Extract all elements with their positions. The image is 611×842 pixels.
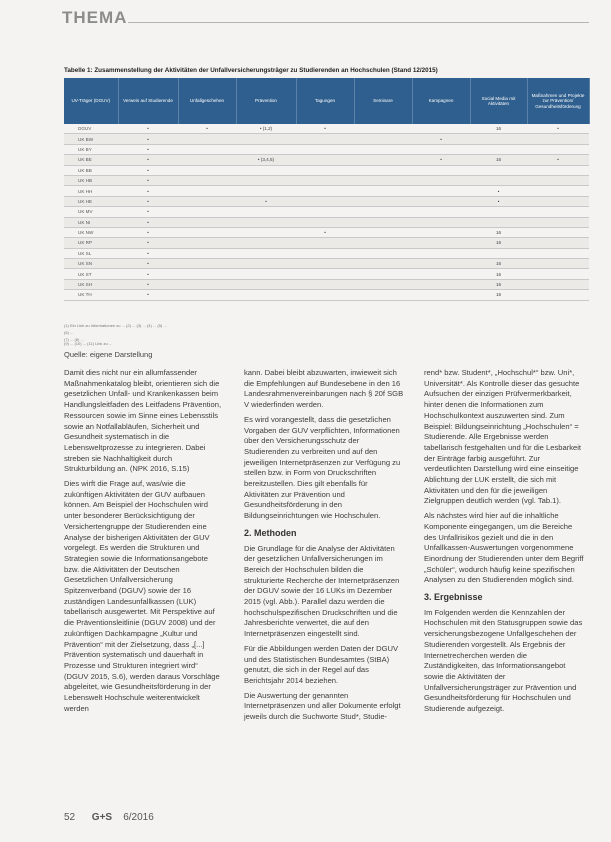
col-header: Maßnahmen und Projekte zur Prävention/ Gesundheitsförderung	[527, 78, 589, 124]
table-cell	[178, 207, 236, 217]
table-cell	[178, 196, 236, 206]
table-cell	[296, 165, 354, 175]
table-footnotes-2	[64, 340, 586, 347]
table-cell	[296, 175, 354, 185]
table-cell: •	[118, 124, 178, 134]
table-cell: •	[118, 238, 178, 248]
paragraph: Die Grundlage für die Analyse der Aktivitäten der gesetzlichen Unfallversicherungen im Bereich der Hochschulen bilden die strukturierte Recherche der Internetpräsenzen der DGUV sowie der 16 LUKs im Dezember 2015 (vgl. Abb.). Parallel dazu werden die hochschulspezifischen Druckschriften und die Jahresberichte verwertet, die auf den Internetpräsenzen eingestellt sind.	[244, 543, 400, 639]
col-header: Tagungen	[296, 78, 354, 124]
table-row	[64, 144, 589, 154]
table-cell: 16	[470, 238, 527, 248]
page-number: 52	[64, 812, 76, 823]
table-cell: •	[296, 227, 354, 237]
section-heading-results: 3. Ergebnisse	[424, 592, 483, 603]
table-cell	[178, 175, 236, 185]
table-cell	[296, 134, 354, 144]
magazine-name: G+S	[91, 812, 113, 823]
table-cell	[470, 217, 527, 227]
table-cell: •	[118, 165, 178, 175]
paragraph: kann. Dabei bleibt abzuwarten, inwieweit sich die Empfehlungen auf Bundesebene in den 16 Landesrahmenvereinbarungen nach § 20f SGB V wiederfinden werden.	[244, 368, 404, 410]
table-cell	[470, 207, 527, 217]
table-row	[64, 175, 589, 185]
table-cell	[236, 186, 296, 196]
paragraph: Dies wirft die Frage auf, was/wie die zukünftigen Aktivitäten der GUV aufbauen können. Am Beispiel der Hochschulen wird unter besonderer Berücksichtigung der Versichertengruppe der Studierenden eine Analyse der bisherigen Aktivitäten der GUV vorgelegt. Es werden die Strukturen und Strategien sowie die Informationsangebote bzw. die Aktivitäten der Deutschen Gesetzlichen Unfallversicherung Spitzenverband (DGUV) sowie der 16 zuständigen Landesunfallkassen (LUK) tabellarisch ausgewertet. Mit Perspektive auf die Präventionsleitlinie (DGUV 2008) und der zukünftigen Dachkampagne „Kultur und Prävention“ mit der Zielsetzung, dass „[...] Prävention systematisch und dauerhaft in Prozesse und Strukturen integriert wird“ (DGUV 2015, S.6), werden daraus Vorschläge abgeleitet, wie Gesundheitsförderung in der Lebenswelt Hochschule weiterentwickelt werden	[64, 479, 220, 713]
table-cell-carrier: DGUV	[64, 124, 118, 134]
table-cell	[527, 144, 589, 154]
table-cell-carrier: UK SH	[64, 279, 118, 289]
paragraph: Die Auswertung der genannten Internetpräsenzen und aller Dokumente erfolgt jeweils durch die Suchworte Stud*, Studie-	[244, 690, 401, 722]
table-cell-carrier: UK SL	[64, 248, 118, 258]
table-cell	[412, 217, 470, 227]
table-cell: •	[470, 196, 527, 206]
issue-number: 6/2016	[123, 812, 154, 823]
table-cell	[296, 186, 354, 196]
table-cell	[354, 279, 412, 289]
table-cell: •	[118, 196, 178, 206]
table-cell	[296, 259, 354, 269]
table-cell: •	[118, 134, 178, 144]
table-cell-carrier: UK HB	[64, 175, 118, 185]
table-cell	[354, 175, 412, 185]
table-cell	[236, 207, 296, 217]
table-cell	[178, 155, 236, 165]
table-cell	[527, 196, 589, 206]
table-cell	[236, 238, 296, 248]
table-cell	[178, 217, 236, 227]
table-cell	[178, 238, 236, 248]
table-cell	[236, 259, 296, 269]
table-row	[64, 186, 589, 196]
table-cell	[354, 186, 412, 196]
table-cell	[412, 248, 470, 258]
table-header-row	[64, 78, 589, 124]
table-cell	[412, 196, 470, 206]
section-heading: THEMA	[62, 8, 128, 27]
table-cell	[296, 238, 354, 248]
table-row	[64, 279, 589, 289]
table-cell	[354, 217, 412, 227]
table-row	[64, 196, 589, 206]
table-cell: 16	[470, 279, 527, 289]
section-rule	[128, 22, 589, 23]
table-cell	[296, 196, 354, 206]
table-cell	[470, 248, 527, 258]
table-row	[64, 290, 589, 300]
table-cell	[412, 227, 470, 237]
table-cell	[354, 227, 412, 237]
table-cell	[178, 186, 236, 196]
table-row	[64, 248, 589, 258]
table-cell: •	[118, 227, 178, 237]
table-cell	[527, 269, 589, 279]
table-cell	[527, 186, 589, 196]
table-cell	[527, 217, 589, 227]
text-column-2	[244, 368, 404, 727]
table-cell-carrier: UK TH	[64, 290, 118, 300]
table-cell: 16	[470, 269, 527, 279]
footnote: (9) ... (10) ...	[64, 341, 87, 346]
table-cell-carrier: UK MV	[64, 207, 118, 217]
table-cell	[354, 207, 412, 217]
table-cell: •	[118, 279, 178, 289]
table-cell-carrier: UK RP	[64, 238, 118, 248]
table-cell	[527, 290, 589, 300]
table-cell	[527, 134, 589, 144]
paragraph: rend* bzw. Student*, „Hochschul*“ bzw. Uni*, Universität*. Als Kontrolle dieser das gesuchte Aufsuchen der einzigen Prüfvermerkbarkeit, hinter denen die Informationen zum Hochschulkontext auszuwerten sind. Zum Beispiel: Bildungseinrichtung „Hochschulen“ = Studierende. Alle Ergebnisse werden tabellarisch festgehalten und für die Lesbarkeit der Einträge farbig ausgeführt. Zur verdeutlichten Darstellung wird eine einseitige Ablichtung der LUK erstellt, die sich mit Aktivitäten und den für die jeweiligen Zielgruppen deutlich werden (vgl. Tab.1).	[424, 368, 582, 506]
table-cell-carrier: UK BB	[64, 165, 118, 175]
footnote: (1) Ein Link zu Informationen zu ... (2) ... (3) ... (4) ... (5) ...	[64, 323, 167, 328]
table-cell	[236, 290, 296, 300]
table-row	[64, 269, 589, 279]
section-heading-methods: 2. Methoden	[244, 527, 297, 538]
table-cell: •	[412, 155, 470, 165]
table-cell	[412, 279, 470, 289]
table-cell-carrier: UK SN	[64, 259, 118, 269]
table-cell-carrier: UK BY	[64, 144, 118, 154]
table-cell	[412, 269, 470, 279]
table-cell: 16	[470, 124, 527, 134]
table-cell	[296, 155, 354, 165]
table-cell: • (3,4,5)	[236, 155, 296, 165]
table-cell: •	[118, 259, 178, 269]
table-cell	[354, 269, 412, 279]
table-cell-carrier: UK HE	[64, 196, 118, 206]
table-cell: 16	[470, 259, 527, 269]
table-cell	[354, 124, 412, 134]
table-cell: •	[118, 217, 178, 227]
table-cell	[527, 227, 589, 237]
table-cell: •	[236, 196, 296, 206]
table-cell	[178, 269, 236, 279]
table-cell: •	[527, 124, 589, 134]
table-row	[64, 165, 589, 175]
table-cell	[354, 165, 412, 175]
page-footer	[64, 812, 154, 823]
table-cell	[296, 279, 354, 289]
table-cell: •	[527, 155, 589, 165]
col-header: Unfallgeschehen	[178, 78, 236, 124]
table-cell: •	[178, 124, 236, 134]
table-cell	[178, 165, 236, 175]
col-header: Prävention	[236, 78, 296, 124]
table-cell	[412, 124, 470, 134]
table-cell	[527, 175, 589, 185]
table-cell-carrier: UK BE	[64, 155, 118, 165]
table-cell	[412, 207, 470, 217]
table-cell	[470, 134, 527, 144]
table-cell	[236, 134, 296, 144]
table-cell	[296, 144, 354, 154]
table-row	[64, 124, 589, 134]
table-row	[64, 217, 589, 227]
table-cell	[527, 259, 589, 269]
table-cell	[296, 290, 354, 300]
table-cell	[178, 134, 236, 144]
table-cell	[527, 279, 589, 289]
table-cell-carrier: UK BW	[64, 134, 118, 144]
table-cell: •	[296, 124, 354, 134]
col-header: Verweis auf Studierende	[118, 78, 178, 124]
table-cell-carrier: UK ST	[64, 269, 118, 279]
table-cell	[178, 279, 236, 289]
table-cell	[527, 238, 589, 248]
table-cell	[354, 238, 412, 248]
table-cell	[178, 290, 236, 300]
table-cell: •	[118, 269, 178, 279]
table-cell	[527, 248, 589, 258]
table-row	[64, 227, 589, 237]
table-row	[64, 155, 589, 165]
col-header: UV-Träger (DGUV)	[64, 78, 118, 124]
table-cell	[354, 134, 412, 144]
table-cell	[527, 207, 589, 217]
table-cell: •	[470, 186, 527, 196]
table-cell-carrier: UK NW	[64, 227, 118, 237]
table-cell: • (1,2)	[236, 124, 296, 134]
table-cell	[470, 144, 527, 154]
table-cell	[354, 196, 412, 206]
table-row	[64, 238, 589, 248]
table-cell	[354, 144, 412, 154]
col-header: Seminare	[354, 78, 412, 124]
table-cell	[236, 248, 296, 258]
table-cell	[236, 144, 296, 154]
paragraph: Es wird vorangestellt, dass die gesetzlichen Vorgaben der GUV verpflichten, Informationen über den Versicherungsschutz der Studierenden zu verbreiten und auf den jeweiligen Internetpräsenzen zur Verfügung zu stellen bzw. in Form von Druckschriften bereitzustellen. Dies gilt ebenfalls für Aktivitäten zur Prävention und Gesundheitsförderung in den Bildungseinrichtungen wie Hochschulen.	[244, 414, 401, 521]
table-cell	[296, 217, 354, 227]
table-cell	[236, 279, 296, 289]
table-cell	[296, 269, 354, 279]
footnote: (7) ... (8) ...	[64, 337, 84, 342]
table-cell	[412, 290, 470, 300]
table-cell	[236, 217, 296, 227]
table-cell-carrier: UK HH	[64, 186, 118, 196]
activities-table	[64, 78, 590, 301]
table-cell: •	[118, 155, 178, 165]
table-cell	[236, 165, 296, 175]
table-cell: •	[118, 290, 178, 300]
table-cell	[354, 248, 412, 258]
table-cell	[236, 175, 296, 185]
table-cell: 16	[470, 290, 527, 300]
table-cell	[527, 165, 589, 175]
table-cell: •	[118, 175, 178, 185]
table-cell: •	[118, 144, 178, 154]
table-cell	[412, 259, 470, 269]
table-row	[64, 259, 589, 269]
footnote: (6) ...	[64, 330, 74, 335]
table-cell	[354, 290, 412, 300]
table-cell	[412, 175, 470, 185]
table-cell	[178, 259, 236, 269]
text-column-1	[64, 368, 224, 719]
table-cell	[296, 248, 354, 258]
table-cell	[178, 144, 236, 154]
paragraph: Für die Abbildungen werden Daten der DGUV und des Statistischen Bundesamtes (StBA) genutzt, die sich in der Regel auf das Berichtsjahr 2014 beziehen.	[244, 643, 399, 685]
col-header: Kampagnen	[412, 78, 470, 124]
footnote: (11) Link zu ...	[87, 341, 113, 346]
table-cell: •	[118, 207, 178, 217]
table-cell: 16	[470, 155, 527, 165]
paragraph: Im Folgenden werden die Kennzahlen der Hochschulen mit den Statusgruppen sowie das versicherungsbezogene Unfallgeschehen der Studierenden vorgestellt. Als Ergebnis der Internetrecherchen werden die Zuständigkeiten, das Informationsangebot sowie die Aktivitäten der Unfallversicherungsträger zur Prävention und Gesundheitsförderung für Hochschulen und Studierende aufgezeigt.	[424, 607, 583, 714]
paragraph: Als nächstes wird hier auf die inhaltliche Komponente eingegangen, um die Bereiche des Unfallrisikos gezielt und die in den Unfallkassen-Auswertungen vorgenommene Einordnung der Studierenden unter dem Begriff „Schüler“, wodurch häufig keine spezifischen Analysen zu den Studierenden möglich sind.	[424, 511, 584, 585]
table-cell	[178, 248, 236, 258]
table-cell	[178, 227, 236, 237]
table-cell	[470, 175, 527, 185]
text-column-3	[424, 368, 584, 719]
table-cell: •	[118, 248, 178, 258]
table-cell-carrier: UK NI	[64, 217, 118, 227]
table-cell	[296, 207, 354, 217]
table-cell: •	[412, 134, 470, 144]
table-row	[64, 134, 589, 144]
table-cell	[236, 227, 296, 237]
table-cell: 16	[470, 227, 527, 237]
table-cell	[470, 165, 527, 175]
table-cell	[412, 186, 470, 196]
table-row	[64, 207, 589, 217]
table-cell	[354, 155, 412, 165]
col-header: Social Media mit Aktivitäten	[470, 78, 527, 124]
table-cell	[412, 238, 470, 248]
table-title: Tabelle 1: Zusammenstellung der Aktivitäten der Unfallversicherungsträger zu Studierenden an Hochschulen (Stand 12/2015)	[64, 67, 438, 74]
paragraph: Damit dies nicht nur ein allumfassender Maßnahmenkatalog bleibt, orientieren sich die gesetzlichen Unfall- und Krankenkassen beim Handlungsleitfaden des Leitfadens Prävention, Ressourcen sowie im Sinne eines Lebensstils sowie an Notfallabläufen, Sicherheit und Gesundheit systematisch in die Lebensweltprozesse zu integrieren. Dabei streben sie Nachhaltigkeit durch Strukturbildung an. (NPK 2016, S.15)	[64, 368, 222, 474]
table-cell	[412, 165, 470, 175]
table-cell	[412, 144, 470, 154]
table-cell	[236, 269, 296, 279]
table-cell: •	[118, 186, 178, 196]
table-source: Quelle: eigene Darstellung	[64, 350, 153, 359]
table-cell	[354, 259, 412, 269]
